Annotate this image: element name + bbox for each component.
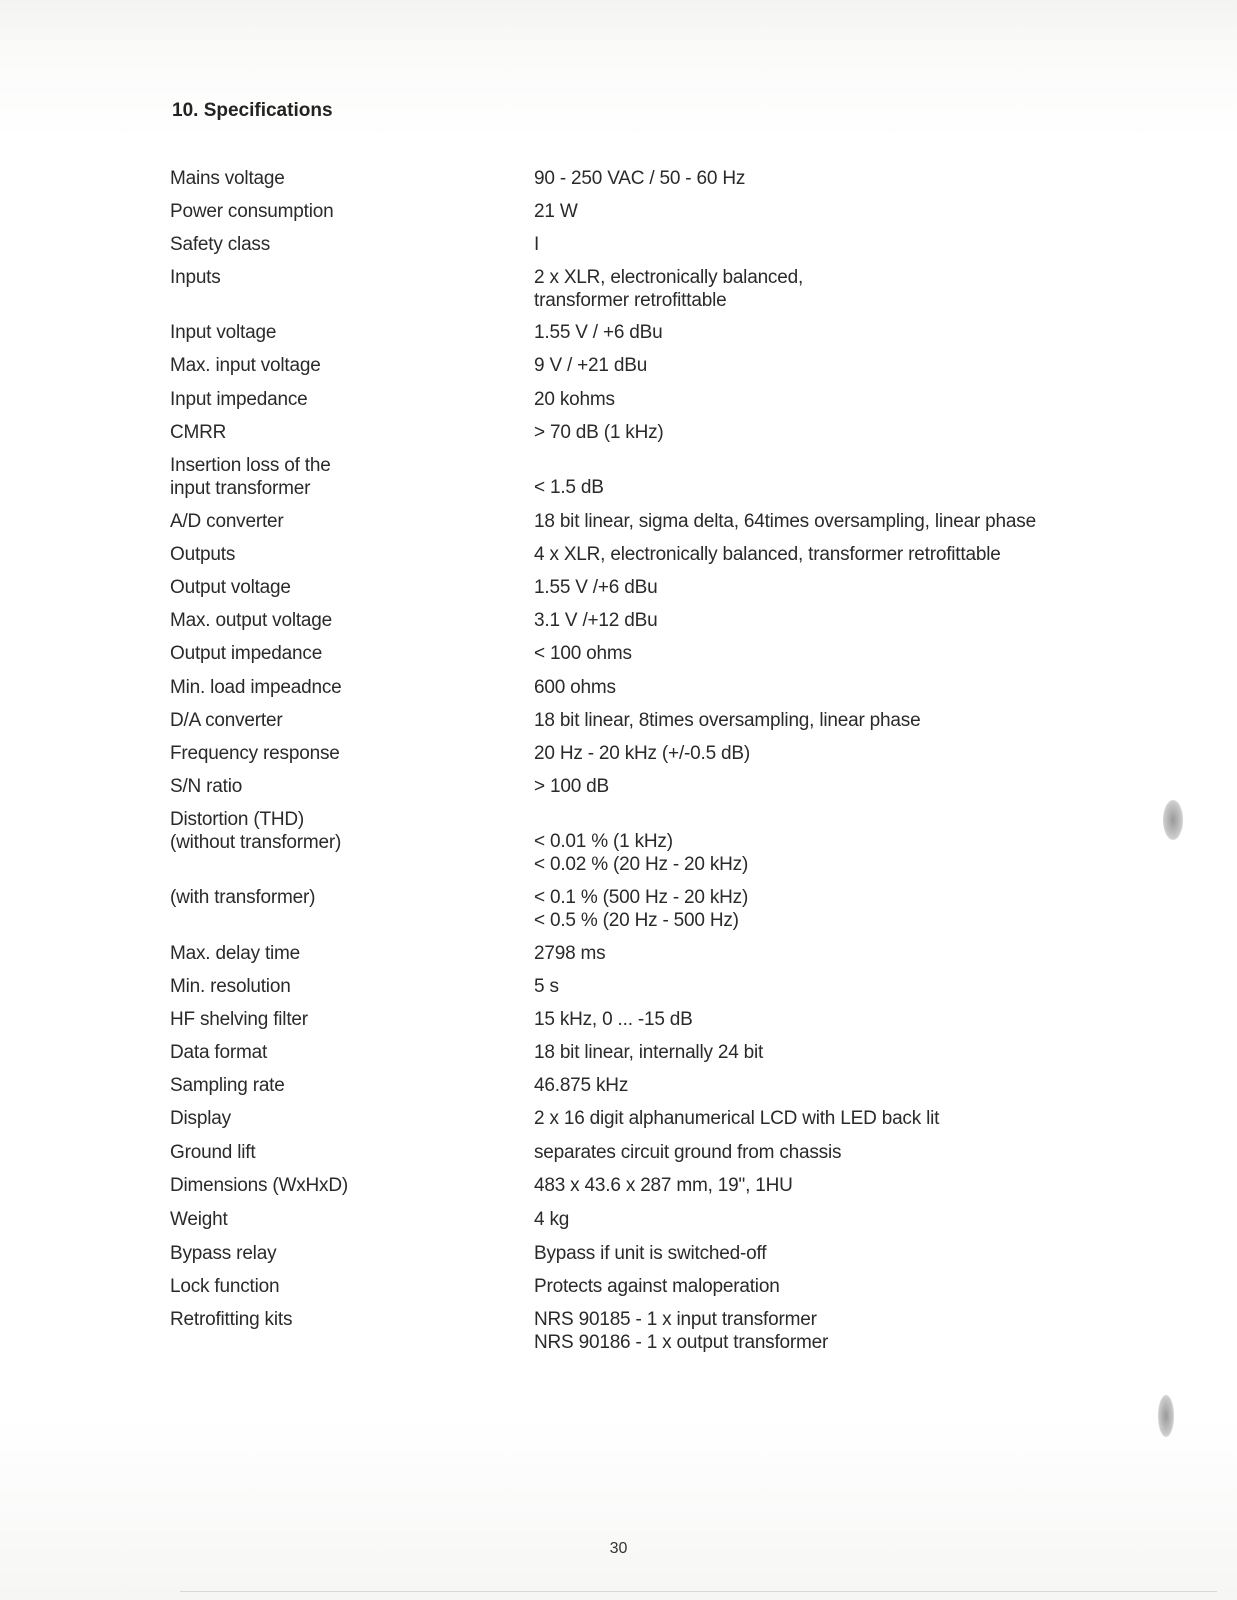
spec-value: I: [534, 234, 540, 255]
spec-label: Sampling rate: [170, 1075, 285, 1096]
spec-value: separates circuit ground from chassis: [534, 1142, 842, 1163]
spec-value: 18 bit linear, 8times oversampling, linear phase: [534, 710, 921, 731]
spec-value: < 100 ohms: [534, 643, 632, 664]
spec-value: 46.875 kHz: [534, 1075, 629, 1096]
spec-value: 21 W: [534, 201, 578, 222]
spec-label: Inputs: [170, 267, 221, 288]
spec-label: S/N ratio: [170, 776, 243, 797]
spec-label: Distortion (THD) (without transformer): [170, 809, 342, 853]
spec-value: 9 V / +21 dBu: [534, 355, 648, 376]
spec-label: Output impedance: [170, 643, 323, 664]
spec-label: Display: [170, 1108, 231, 1129]
spec-value: 90 - 250 VAC / 50 - 60 Hz: [534, 168, 746, 189]
spec-label: A/D converter: [170, 511, 284, 532]
spec-value: NRS 90185 - 1 x input transformer NRS 90186 - 1 x output transformer: [534, 1309, 829, 1353]
spec-value: Bypass if unit is switched-off: [534, 1243, 767, 1264]
section-heading: 10. Specifications: [172, 100, 333, 121]
spec-label: Min. resolution: [170, 976, 291, 997]
spec-label: Max. output voltage: [170, 610, 333, 631]
spec-value: 2 x 16 digit alphanumerical LCD with LED back lit: [534, 1108, 940, 1129]
spec-label: Min. load impeadnce: [170, 677, 342, 698]
spec-label: Power consumption: [170, 201, 334, 222]
spec-value: < 0.1 % (500 Hz - 20 kHz) < 0.5 % (20 Hz - 500 Hz): [534, 887, 749, 931]
spec-value: 18 bit linear, internally 24 bit: [534, 1042, 764, 1063]
spec-value: Protects against maloperation: [534, 1276, 780, 1297]
spec-label: Ground lift: [170, 1142, 256, 1163]
spec-label: Insertion loss of the input transformer: [170, 455, 331, 499]
spec-label: Output voltage: [170, 577, 291, 598]
spec-value: 4 kg: [534, 1209, 570, 1230]
spec-label: Outputs: [170, 544, 236, 565]
spec-label: Max. input voltage: [170, 355, 321, 376]
spec-label: CMRR: [170, 422, 227, 443]
spec-value: 483 x 43.6 x 287 mm, 19", 1HU: [534, 1175, 793, 1196]
spec-value: 4 x XLR, electronically balanced, transformer retrofittable: [534, 544, 1001, 565]
spec-label: (with transformer): [170, 887, 316, 908]
spec-value: 20 Hz - 20 kHz (+/-0.5 dB): [534, 743, 751, 764]
spec-label: Lock function: [170, 1276, 280, 1297]
spec-value: 600 ohms: [534, 677, 616, 698]
spec-label: Input impedance: [170, 389, 308, 410]
spec-label: Input voltage: [170, 322, 277, 343]
spec-label: Weight: [170, 1209, 228, 1230]
spec-value: < 0.01 % (1 kHz) < 0.02 % (20 Hz - 20 kHz): [534, 831, 749, 875]
spec-value: > 70 dB (1 kHz): [534, 422, 664, 443]
spec-value: > 100 dB: [534, 776, 609, 797]
spec-value: 20 kohms: [534, 389, 615, 410]
spec-value: 5 s: [534, 976, 559, 997]
spec-label: Max. delay time: [170, 943, 301, 964]
spec-value: 3.1 V /+12 dBu: [534, 610, 658, 631]
punch-hole-mark: [1158, 1395, 1174, 1437]
spec-value: 2 x XLR, electronically balanced, transformer retrofittable: [534, 267, 804, 311]
spec-label: Dimensions (WxHxD): [170, 1175, 348, 1196]
spec-label: Bypass relay: [170, 1243, 277, 1264]
spec-label: D/A converter: [170, 710, 283, 731]
scan-edge-line: [180, 1591, 1217, 1592]
spec-value: < 1.5 dB: [534, 477, 604, 498]
punch-hole-mark: [1163, 800, 1183, 840]
spec-value: 2798 ms: [534, 943, 606, 964]
spec-label: Mains voltage: [170, 168, 285, 189]
spec-label: Safety class: [170, 234, 271, 255]
spec-value: 15 kHz, 0 ... -15 dB: [534, 1009, 693, 1030]
spec-label: HF shelving filter: [170, 1009, 308, 1030]
spec-value: 1.55 V / +6 dBu: [534, 322, 663, 343]
spec-label: Data format: [170, 1042, 268, 1063]
spec-label: Retrofitting kits: [170, 1309, 293, 1330]
spec-value: 1.55 V /+6 dBu: [534, 577, 658, 598]
spec-value: 18 bit linear, sigma delta, 64times oversampling, linear phase: [534, 511, 1036, 532]
spec-label: Frequency response: [170, 743, 340, 764]
page-number: 30: [609, 1540, 628, 1557]
